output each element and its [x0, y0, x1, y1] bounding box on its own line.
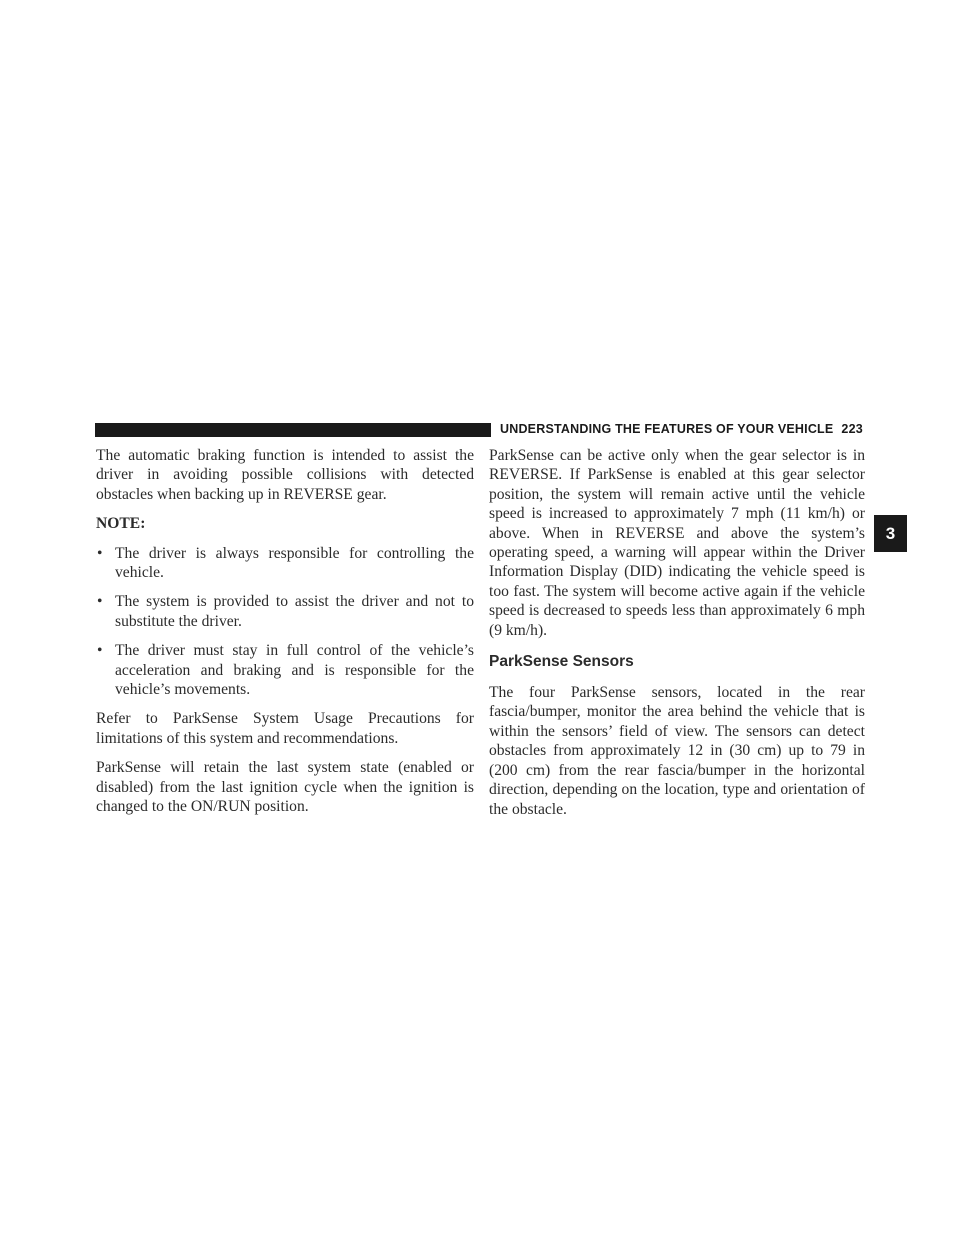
left-column [96, 446, 474, 827]
section-heading: ParkSense Sensors [489, 653, 634, 671]
note-bullet-list [96, 544, 474, 700]
active-paragraph: ParkSense can be active only when the gear selector is in REVERSE. If ParkSense is enabled at this gear selector position, the system will remain active until the vehicle speed is increased to approximately 7 mph (11 km/h) or above. When in REVERSE and above the system’s operating speed, a warning will appear within the Driver Information Display (DID) indicating the vehicle speed is too fast. The system will become active again if the vehicle speed is decreased to speeds less than approximately 6 mph (9 km/h). [489, 447, 865, 639]
retain-paragraph: ParkSense will retain the last system state (enabled or disabled) from the last ignition cycle when the ignition is changed to the ON/RUN position. [96, 759, 474, 816]
refer-paragraph: Refer to ParkSense System Usage Precautions for limitations of this system and recommendations. [96, 710, 474, 747]
sensors-paragraph: The four ParkSense sensors, located in the rear fascia/bumper, monitor the area behind the vehicle that is within the sensors’ field of view. The sensors can detect obstacles from approximately 12 in (30 cm) up to 79 in (200 cm) from the rear fascia/bumper in the horizontal direction, depending on the location, type and orientation of the obstacle. [489, 684, 865, 818]
bullet-icon: • [97, 642, 103, 660]
right-column [489, 446, 865, 829]
chapter-tab: 3 [874, 515, 907, 552]
list-item [96, 592, 474, 631]
note-label: NOTE: [96, 515, 146, 533]
list-item [96, 641, 474, 699]
list-item-text: The driver is always responsible for controlling the vehicle. [115, 544, 474, 582]
list-item [96, 544, 474, 583]
header-rule [95, 423, 491, 437]
list-item-text: The system is provided to assist the driver and not to substitute the driver. [115, 593, 474, 630]
running-header [500, 419, 865, 439]
header-title: UNDERSTANDING THE FEATURES OF YOUR VEHICLE [500, 422, 834, 436]
intro-paragraph: The automatic braking function is intended to assist the driver in avoiding possible collisions with detected obstacles when backing up in REVERSE gear. [96, 447, 474, 503]
bullet-icon: • [97, 593, 103, 611]
bullet-icon: • [97, 544, 103, 562]
page-number: 223 [841, 422, 863, 436]
list-item-text: The driver must stay in full control of the vehicle’s acceleration and braking and is responsible for the vehicle’s movements. [115, 642, 474, 699]
